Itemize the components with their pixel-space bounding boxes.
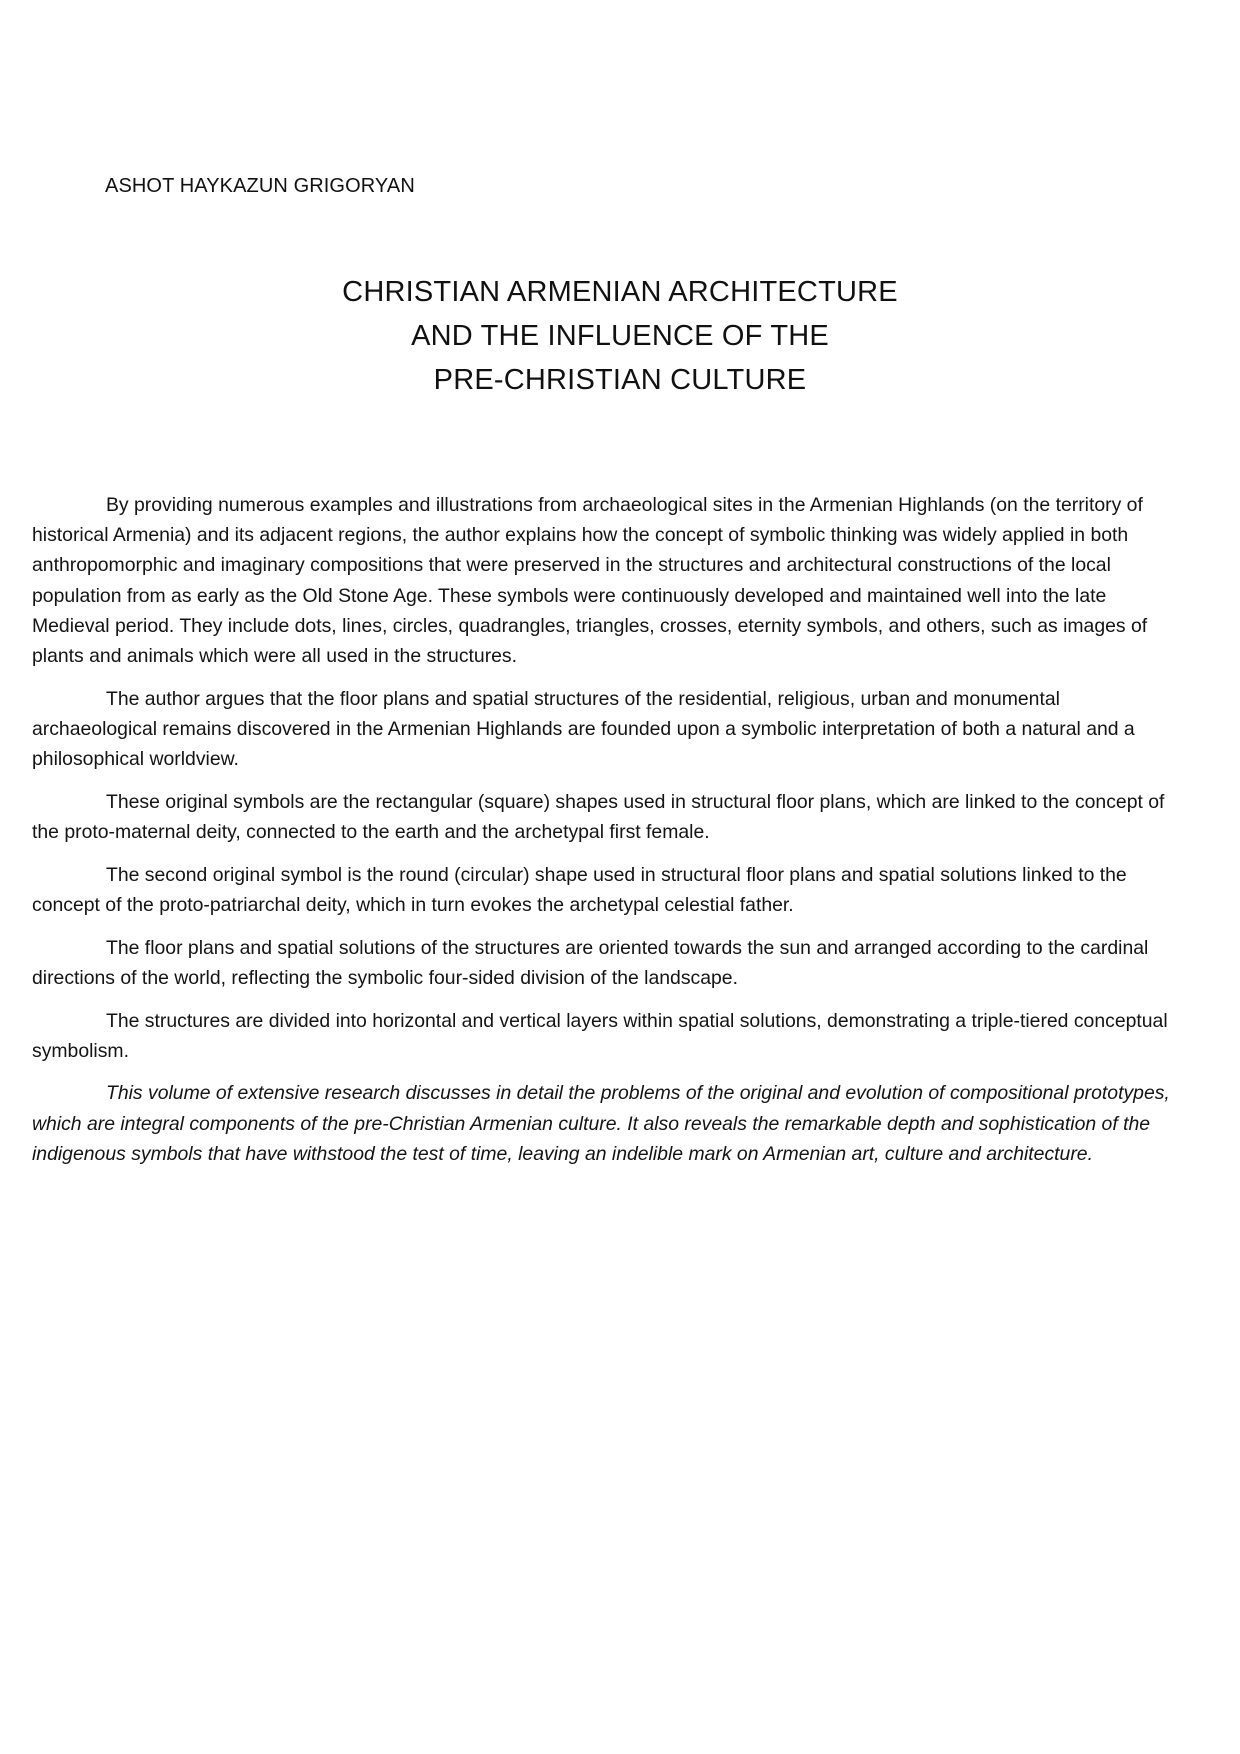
paragraph-layers: The structures are divided into horizontal and vertical layers within spatial solutions, demonstrating a triple-tiered conceptual symbolism. — [32, 1009, 1168, 1062]
paragraph-floor-plans-worldview: The author argues that the floor plans and spatial structures of the residential, religious, urban and monumental archaeological remains discovered in the Armenian Highlands are founded upon a symbolic interpretation of both a natural and a philosophical worldview. — [32, 687, 1135, 771]
paragraph-symbolic-thinking: By providing numerous examples and illustrations from archaeological sites in the Armenian Highlands (on the territory of historical Armenia) and its adjacent regions, the author explains how the concept of symbolic thinking was widely applied in both anthropomorphic and imaginary compositions that were preserved in the structures and architectural constructions of the local population from as early as the Old Stone Age. These symbols were continuously developed and maintained well into the late Medieval period. They include dots, lines, circles, quadrangles, triangles, crosses, eternity symbols, and others, such as images of plants and animals which were all used in the structures. — [32, 494, 1148, 668]
paragraph-volume-summary: This volume of extensive research discusses in detail the problems of the original and evolution of compositional prototypes, which are integral components of the pre-Christian Armenian culture. It also reveals the remarkable depth and sophistication of the indigenous symbols that have withstood the test of time, leaving an indelible mark on Armenian art, culture and architecture. — [32, 1082, 1170, 1165]
paragraph-circular-symbol: The second original symbol is the round (circular) shape used in structural floor plans and spatial solutions linked to the concept of the proto-patriarchal deity, which in turn evokes the archetypal celestial father. — [32, 863, 1127, 916]
title-line: PRE-CHRISTIAN CULTURE — [433, 364, 807, 396]
paragraph-rectangular-symbol: These original symbols are the rectangular (square) shapes used in structural floor plans, which are linked to the concept of the proto-maternal deity, connected to the earth and the archetypal first female. — [32, 790, 1165, 844]
title-line: AND THE INFLUENCE OF THE — [411, 320, 829, 352]
paragraph-orientation: The floor plans and spatial solutions of the structures are oriented towards the sun and arranged according to the cardinal directions of the world, reflecting the symbolic four-sided division of the landscape. — [32, 936, 1149, 989]
abstract-body — [32, 490, 1182, 1182]
book-title — [0, 270, 1240, 402]
title-line: CHRISTIAN ARMENIAN ARCHITECTURE — [342, 276, 898, 308]
author-name: ASHOT HAYKAZUN GRIGORYAN — [105, 175, 415, 197]
